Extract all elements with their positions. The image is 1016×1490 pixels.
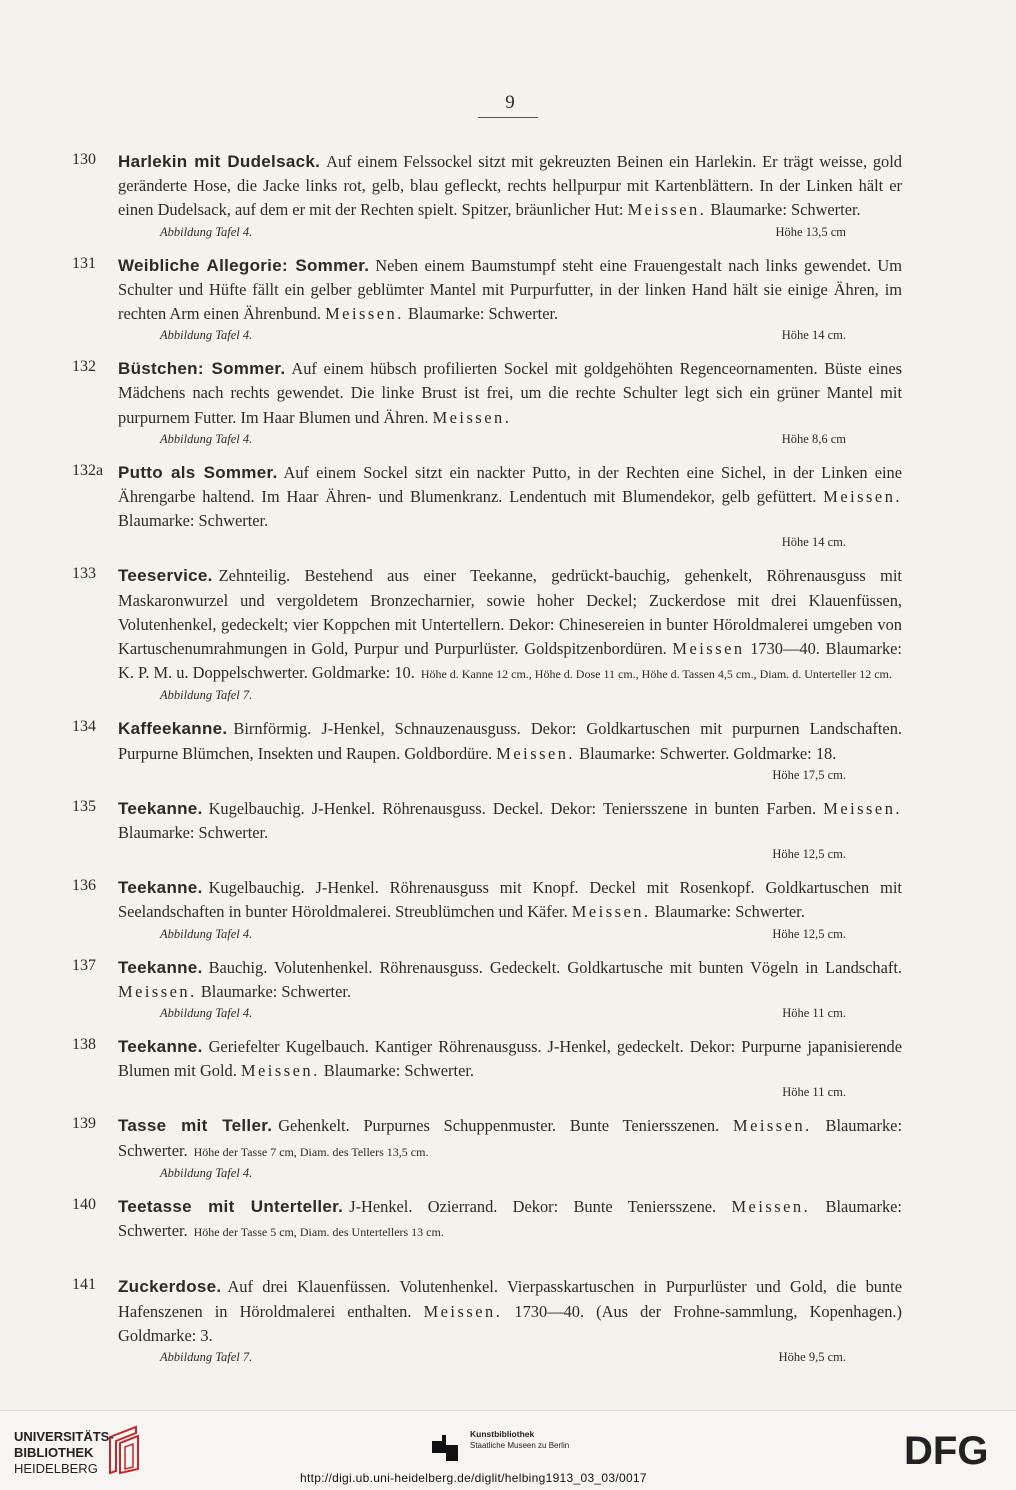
entry-description — [118, 1275, 902, 1348]
entry-meta — [118, 1004, 902, 1022]
entry-mark: Blaumarke: Schwerter. — [407, 304, 559, 324]
entry-dimensions: Höhe 14 cm. — [781, 328, 846, 343]
entry-title: Kaffeekanne. — [118, 719, 228, 739]
entry-text: J-Henkel. Ozierrand. Dekor: Bunte Teniersszene. — [349, 1196, 717, 1216]
catalog-entry — [72, 254, 902, 345]
entry-meta — [118, 326, 902, 344]
entry-title: Putto als Sommer. — [118, 462, 278, 482]
entry-mark: Blaumarke: Schwerter. — [200, 981, 352, 1001]
entry-manufacturer: Meissen — [672, 639, 745, 659]
entry-title: Teekanne. — [118, 1037, 203, 1057]
entry-meta — [118, 223, 902, 241]
entry-text: Zehnteilig. Bestehend aus einer Teekanne, gedrückt-bauchig, gehenkelt, Röhrenausguss mit Maskaronwurzel und vergoldetem Bronzecharnier, sowie hoher Deckel; Zuckerdose mit drei Klauenfüssen, Volutenhenkel, gedeckelt; vier Koppchen mit Untertellern. Dekor: Chinesereien in bunter Höroldmalerei umgeben von Kartuschenumrahmungen in Gold, Purpur und Purpurlüster. Goldspitzenbordüren. — [118, 566, 902, 659]
catalog-entry — [72, 717, 902, 783]
entry-text: Kugelbauchig. J-Henkel. Röhrenausguss. Deckel. Dekor: Teniersszene in bunten Farben. — [208, 798, 817, 818]
dfg-logo-icon — [904, 1431, 1004, 1469]
entry-meta — [118, 430, 902, 448]
entry-text: Auf einem Felssockel sitzt mit gekreuzten Beinen ein Harlekin. Er trägt weisse, gold geränderte Hose, die Jacke links rot, gelb, blau gefleckt, rechts hellpurpur mit Kartenblättern. In der Linken hält er einen Dudelsack, auf dem er mit der Rechten spielt. Spitzer, bräunlicher Hut: — [118, 152, 902, 220]
entry-manufacturer: Meissen. — [733, 1116, 812, 1136]
kb-line2: Staatliche Museen zu Berlin — [470, 1441, 570, 1450]
entry-text: Auf einem hübsch profilierten Sockel mit goldgehöhten Regenceornamenten. Büste eines Mädchens nach rechts gewendet. Die linke Brust ist frei, um die rechte Schulter legt sich ein grüner Mantel mit purpurnem Futter. Im Haar Blumen und Ähren. — [118, 359, 902, 427]
entry-mark: 1730—40. Blaumarke: K. P. M. u. Doppelschwerter. Goldmarke: 10. — [118, 639, 902, 683]
entry-manufacturer: Meissen. — [496, 743, 576, 763]
entry-dimensions: Höhe 9,5 cm. — [778, 1349, 846, 1364]
entry-description — [118, 357, 902, 430]
entry-figure-reference: Abbildung Tafel 4. — [160, 431, 253, 446]
entry-meta — [118, 766, 902, 784]
entry-number: 132 — [72, 358, 96, 376]
catalog-entry — [72, 564, 902, 704]
entry-number: 134 — [72, 718, 96, 736]
footer-bar — [0, 1410, 1016, 1490]
entry-title: Zuckerdose. — [118, 1277, 222, 1297]
entry-description — [118, 956, 902, 1004]
university-library-name — [14, 1429, 114, 1477]
university-library-logo-icon — [106, 1425, 142, 1475]
uni-line2: BIBLIOTHEK — [14, 1445, 94, 1460]
entry-dimensions: Höhe 11 cm. — [782, 1006, 846, 1021]
entry-dimensions: Höhe 11 cm. — [782, 1085, 846, 1100]
entry-description — [118, 564, 902, 686]
entry-dimensions: Höhe 17,5 cm. — [772, 767, 846, 782]
entry-description — [118, 150, 902, 223]
entry-manufacturer: Meissen. — [423, 1301, 503, 1321]
entry-text: Gehenkelt. Purpurnes Schuppenmuster. Bunte Teniersszenen. — [278, 1116, 720, 1136]
catalog-entry — [72, 876, 902, 942]
entry-description — [118, 461, 902, 534]
entry-meta — [118, 925, 902, 943]
entry-title: Tasse mit Teller. — [118, 1116, 273, 1136]
entry-number: 135 — [72, 797, 96, 815]
entry-meta — [118, 845, 902, 863]
kunstbibliothek-logo-icon — [432, 1435, 462, 1461]
catalog-entries — [72, 150, 902, 1379]
entry-text: Birnförmig. J-Henkel, Schnauzenausguss. Dekor: Goldkartuschen mit purpurnen Landschaften. Purpurne Blümchen, Insekten und Raupen. Goldbordüre. — [118, 719, 902, 763]
entry-figure-reference: Abbildung Tafel 7. — [160, 688, 253, 703]
page-number-rule — [478, 117, 538, 118]
entry-number: 132a — [72, 461, 104, 479]
catalog-entry — [72, 357, 902, 448]
entry-text: Auf einem Sockel sitzt ein nackter Putto, in der Rechten eine Sichel, in der Linken eine Ährengarbe haltend. Im Haar Ähren- und Blumenkranz. Lendentuch mit Blumendekor, gelb gefüttert. — [118, 462, 902, 507]
entry-text: Auf drei Klauenfüssen. Volutenhenkel. Vierpasskartuschen in Purpurlüster und Gold, die bunte Hafenszenen in Höroldmalerei enthalten. — [118, 1277, 902, 1321]
entry-meta — [118, 1164, 902, 1182]
entry-meta — [118, 686, 902, 704]
entry-dimensions: Höhe der Tasse 5 cm, Diam. des Untertellers 13 cm. — [193, 1225, 444, 1240]
entry-number: 130 — [72, 151, 96, 168]
entry-manufacturer: Meissen. — [118, 981, 197, 1001]
entry-number: 133 — [72, 565, 96, 583]
entry-figure-reference: Abbildung Tafel 4. — [160, 1165, 253, 1180]
catalog-entry — [72, 461, 902, 552]
source-url[interactable]: http://digi.ub.uni-heidelberg.de/diglit/helbing1913_03_03/0017 — [300, 1471, 647, 1485]
entry-description — [118, 797, 902, 845]
entry-number: 131 — [72, 254, 96, 272]
entry-mark: 1730—40. (Aus der Frohne-sammlung, Kopenhagen.) Goldmarke: 3. — [118, 1301, 902, 1345]
catalog-entry — [72, 797, 902, 863]
entry-mark: Blaumarke: Schwerter. — [654, 902, 805, 922]
uni-line3: HEIDELBERG — [14, 1461, 98, 1476]
entry-description — [118, 717, 902, 765]
page-number: 9 — [505, 92, 515, 113]
entry-figure-reference: Abbildung Tafel 4. — [160, 328, 253, 343]
entry-mark: Blaumarke: Schwerter. — [118, 511, 269, 531]
entry-number: 137 — [72, 956, 96, 974]
catalog-entry — [72, 1114, 902, 1181]
entry-description — [118, 1035, 902, 1083]
entry-title: Büstchen: Sommer. — [118, 359, 286, 379]
entry-manufacturer: Meissen. — [571, 902, 651, 922]
entry-mark: Blaumarke: Schwerter. — [118, 823, 269, 843]
entry-dimensions: Höhe 12,5 cm. — [772, 926, 846, 941]
entry-title: Teekanne. — [118, 798, 203, 818]
entry-manufacturer: Meissen. — [823, 487, 902, 507]
entry-description — [118, 254, 902, 327]
entry-figure-reference: Abbildung Tafel 4. — [160, 224, 253, 239]
dfg-logo-text: DFG — [904, 1431, 989, 1469]
entry-text: Bauchig. Volutenhenkel. Röhrenausguss. Gedeckelt. Goldkartusche mit bunten Vögeln in Landschaft. — [208, 957, 902, 977]
entry-meta — [118, 533, 902, 551]
entry-mark: Blaumarke: Schwerter. — [118, 1116, 902, 1160]
entry-manufacturer: Meissen. — [823, 798, 902, 818]
entry-title: Teetasse mit Unterteller. — [118, 1196, 344, 1216]
entry-number: 140 — [72, 1195, 96, 1213]
entry-title: Teekanne. — [118, 878, 203, 898]
entry-description — [118, 876, 902, 924]
entry-figure-reference: Abbildung Tafel 7. — [160, 1349, 253, 1364]
entry-manufacturer: Meissen. — [627, 200, 707, 220]
uni-line1: UNIVERSITÄTS- — [14, 1429, 114, 1444]
entry-manufacturer: Meissen. — [240, 1061, 320, 1081]
entry-dimensions: Höhe d. Kanne 12 cm., Höhe d. Dose 11 cm., Höhe d. Tassen 4,5 cm., Diam. d. Unterteller 12 cm. — [420, 667, 892, 682]
entry-dimensions: Höhe 8,6 cm — [781, 431, 846, 446]
catalog-entry — [72, 1275, 902, 1366]
entry-text: Kugelbauchig. J-Henkel. Röhrenausguss mit Knopf. Deckel mit Rosenkopf. Goldkartuschen mit Seelandschaften in bunter Höroldmalerei. Streublümchen und Käfer. — [118, 878, 902, 922]
entry-mark: Blaumarke: Schwerter. Goldmarke: 18. — [579, 743, 837, 763]
entry-title: Harlekin mit Dudelsack. — [118, 152, 321, 171]
entry-description — [118, 1114, 902, 1163]
kb-line1: Kunstbibliothek — [470, 1429, 535, 1439]
entry-figure-reference: Abbildung Tafel 4. — [160, 926, 253, 941]
entry-dimensions: Höhe 12,5 cm. — [772, 847, 846, 862]
entry-text: Geriefelter Kugelbauch. Kantiger Röhrenausguss. J-Henkel, gedeckelt. Dekor: Purpurne japanisierende Blumen mit Gold. — [118, 1037, 902, 1081]
entry-dimensions: Höhe 14 cm. — [781, 535, 846, 550]
entry-meta — [118, 1348, 902, 1366]
catalog-entry — [72, 1195, 902, 1262]
entry-text: Neben einem Baumstumpf steht eine Frauengestalt nach links gewendet. Um Schulter und Hüfte fällt ein gelber geblümter Mantel mit Purpurfutter, in der linken Hand hält sie einige Ähren, im rechten Arm einen Ährenbund. — [118, 255, 902, 324]
catalog-entry — [72, 1035, 902, 1101]
entry-figure-reference: Abbildung Tafel 4. — [160, 1006, 253, 1021]
catalog-entry — [72, 150, 902, 241]
entry-title: Teekanne. — [118, 957, 203, 977]
entry-title: Weibliche Allegorie: Sommer. — [118, 255, 370, 275]
entry-manufacturer: Meissen. — [432, 407, 512, 427]
entry-dimensions: Höhe der Tasse 7 cm, Diam. des Tellers 13,5 cm. — [193, 1144, 429, 1159]
entry-number: 141 — [72, 1276, 96, 1294]
entry-meta — [118, 1244, 902, 1262]
entry-dimensions: Höhe 13,5 cm — [775, 224, 846, 239]
entry-description — [118, 1195, 902, 1244]
entry-number: 138 — [72, 1036, 96, 1054]
entry-manufacturer: Meissen. — [325, 304, 404, 324]
kunstbibliothek-name — [470, 1429, 569, 1451]
entry-mark: Blaumarke: Schwerter. — [118, 1196, 902, 1241]
entry-mark: Blaumarke: Schwerter. — [323, 1061, 474, 1081]
entry-number: 139 — [72, 1115, 96, 1133]
entry-number: 136 — [72, 877, 96, 895]
entry-manufacturer: Meissen. — [731, 1196, 811, 1216]
entry-title: Teeservice. — [118, 566, 213, 586]
catalog-entry — [72, 956, 902, 1022]
entry-meta — [118, 1083, 902, 1101]
entry-mark: Blaumarke: Schwerter. — [710, 200, 861, 220]
